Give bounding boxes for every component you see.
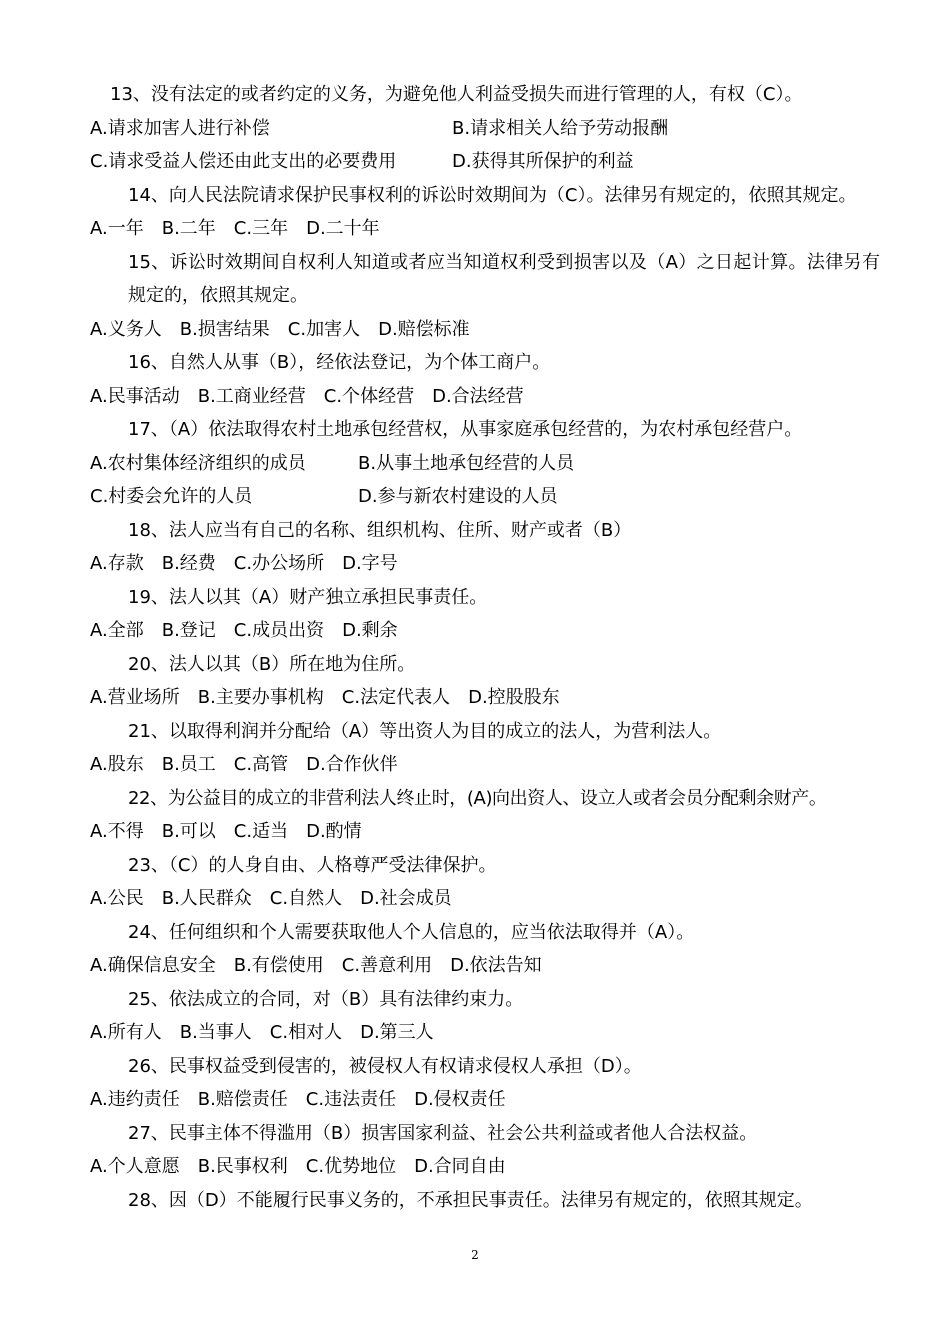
- option-row: [90, 1150, 880, 1184]
- option-row: [90, 1016, 880, 1050]
- question-stem: 14、向人民法院请求保护民事权利的诉讼时效期间为（C）。法律另有规定的，依照其规定。: [128, 184, 857, 206]
- question-stem: 19、法人以其（A）财产独立承担民事责任。: [128, 586, 488, 608]
- option: B.二年: [161, 218, 216, 239]
- option: B.主要办事机构: [197, 687, 324, 708]
- option-row: [90, 882, 880, 916]
- option: D.控股股东: [468, 687, 560, 708]
- option: B.登记: [161, 620, 216, 641]
- option: A.全部: [90, 620, 144, 641]
- option: D.酌情: [306, 821, 362, 842]
- option: A.所有人: [90, 1022, 162, 1043]
- question-stem: 26、民事权益受到侵害的，被侵权人有权请求侵权人承担（D）。: [128, 1055, 642, 1077]
- option: B.工商业经营: [197, 385, 306, 407]
- option: C.善意利用: [341, 955, 433, 976]
- option: B.赔偿责任: [197, 1089, 288, 1110]
- option-row: [90, 681, 880, 715]
- option: A.农村集体经济组织的成员: [90, 452, 306, 474]
- option: A.个人意愿: [90, 1156, 180, 1177]
- option-row: [90, 949, 880, 983]
- option: C.三年: [233, 218, 289, 239]
- option-row: [90, 212, 880, 246]
- option: B.请求相关人给予劳动报酬: [452, 117, 669, 139]
- option: A.营业场所: [90, 687, 180, 708]
- option: C.个体经营: [323, 385, 415, 407]
- option: D.参与新农村建设的人员: [358, 486, 558, 507]
- question-stem: 25、依法成立的合同，对（B）具有法律约束力。: [128, 988, 524, 1010]
- option-row: [90, 815, 880, 849]
- option: A.存款: [90, 553, 144, 574]
- option-row: [90, 480, 880, 514]
- option: C.办公场所: [233, 553, 325, 574]
- option: B.损害结果: [179, 318, 270, 340]
- question-stem: 16、自然人从事（B），经依法登记，为个体工商户。: [128, 352, 551, 373]
- option: A.一年: [90, 218, 144, 239]
- option: D.社会成员: [360, 888, 452, 909]
- option: A.义务人: [90, 318, 162, 340]
- option: C.成员出资: [233, 620, 325, 641]
- option: C.违法责任: [305, 1089, 397, 1110]
- question-stem: 23、（C）的人身自由、人格尊严受法律保护。: [128, 854, 497, 876]
- option: A.违约责任: [90, 1089, 180, 1110]
- option: A.股东: [90, 754, 144, 775]
- question-stem: 17、（A）依法取得农村土地承包经营权，从事家庭承包经营的，为农村承包经营户。: [128, 419, 803, 440]
- option-row: [90, 614, 880, 648]
- option: D.字号: [342, 553, 398, 574]
- question-stem: 21、以取得利润并分配给（A）等出资人为目的成立的法人，为营利法人。: [128, 720, 722, 742]
- option-row: [90, 748, 880, 782]
- question-stem: 18、法人应当有自己的名称、组织机构、住所、财产或者（B）: [128, 519, 632, 541]
- option: D.侵权责任: [414, 1089, 506, 1110]
- page-number: 2: [471, 1248, 479, 1262]
- option: C.法定代表人: [341, 687, 451, 708]
- option: D.依法告知: [450, 955, 542, 976]
- option: C.相对人: [269, 1022, 343, 1043]
- option: B.员工: [161, 754, 216, 775]
- option: A.不得: [90, 821, 144, 842]
- option-row: [90, 380, 880, 414]
- option: B.当事人: [179, 1022, 252, 1043]
- option: C.高管: [233, 754, 289, 775]
- question-list: [90, 78, 880, 1217]
- option: A.确保信息安全: [90, 955, 216, 976]
- question-stem: 22、为公益目的成立的非营利法人终止时，(A)向出资人、设立人或者会员分配剩余财产。: [128, 787, 827, 809]
- option: D.剩余: [342, 620, 398, 641]
- option: D.第三人: [360, 1022, 434, 1043]
- option: D.合法经营: [432, 385, 524, 407]
- option: B.从事土地承包经营的人员: [358, 452, 575, 474]
- option-row: [90, 447, 880, 481]
- option-row: [90, 145, 880, 179]
- question-stem: 24、任何组织和个人需要获取他人个人信息的，应当依法取得并（A）。: [128, 921, 695, 943]
- option: B.经费: [161, 553, 216, 574]
- option: B.可以: [161, 821, 216, 842]
- option-row: [90, 1083, 880, 1117]
- option-row: [90, 313, 880, 347]
- option: D.合同自由: [414, 1156, 506, 1177]
- question-stem: 15、诉讼时效期间自权利人知道或者应当知道权利受到损害以及（A）之日起计算。法律另有规定的，依照其规定。: [128, 251, 880, 306]
- option: A.公民: [90, 888, 144, 909]
- question-stem: 28、因（D）不能履行民事义务的，不承担民事责任。法律另有规定的，依照其规定。: [128, 1189, 813, 1211]
- option-row: [90, 547, 880, 581]
- option: D.赔偿标准: [378, 318, 470, 340]
- option: C.适当: [233, 821, 289, 842]
- option: D.合作伙伴: [306, 754, 398, 775]
- option: C.村委会允许的人员: [90, 486, 253, 507]
- question-stem: 13、没有法定的或者约定的义务，为避免他人利益受损失而进行管理的人，有权（C）。: [110, 84, 803, 105]
- option: C.优势地位: [305, 1156, 397, 1177]
- option: B.民事权利: [197, 1156, 288, 1177]
- option: C.自然人: [269, 888, 343, 909]
- question-stem: 27、民事主体不得滥用（B）损害国家利益、社会公共利益或者他人合法权益。: [128, 1122, 758, 1144]
- option: C.请求受益人偿还由此支出的必要费用: [90, 151, 397, 172]
- option-row: [90, 112, 880, 146]
- option: B.有偿使用: [233, 955, 324, 976]
- option: B.人民群众: [161, 888, 252, 909]
- option: A.请求加害人进行补偿: [90, 117, 270, 139]
- option: C.加害人: [287, 318, 361, 340]
- option: D.获得其所保护的利益: [452, 151, 634, 172]
- question-stem: 20、法人以其（B）所在地为住所。: [128, 653, 416, 675]
- option: D.二十年: [306, 218, 380, 239]
- option: A.民事活动: [90, 385, 180, 407]
